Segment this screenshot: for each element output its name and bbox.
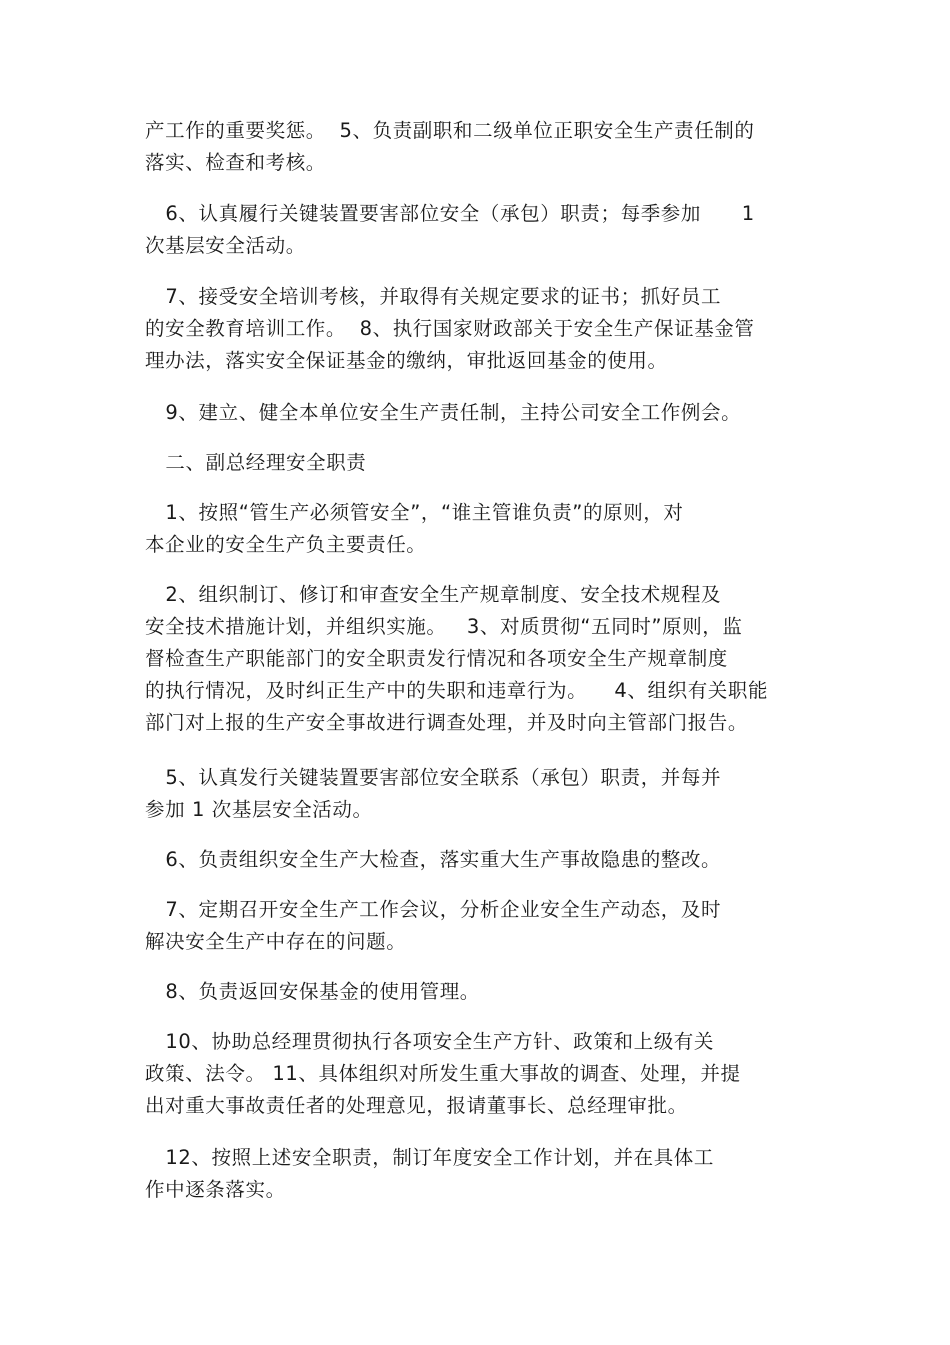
text-line: 政策、法令。 11、具体组织对所发生重大事故的调查、处理，并提 <box>145 1062 741 1085</box>
paragraph <box>145 397 805 429</box>
text-line: 督检查生产职能部门的安全职责发行情况和各项安全生产规章制度 <box>145 647 728 670</box>
paragraph <box>145 115 805 179</box>
text-line: 二、副总经理安全职责 <box>145 451 367 474</box>
paragraph <box>145 894 805 958</box>
text-line: 安全技术措施计划，并组织实施。 3、对质贯彻“五同时”原则，监 <box>145 615 743 638</box>
text-line: 8、负责返回安保基金的使用管理。 <box>145 980 480 1003</box>
text-line: 落实、检查和考核。 <box>145 151 326 174</box>
text-line: 6、认真履行关键装置要害部位安全（承包）职责；每季参加 1 <box>145 202 755 225</box>
text-line: 产工作的重要奖惩。 5、负责副职和二级单位正职安全生产责任制的 <box>145 119 755 142</box>
paragraph <box>145 281 805 377</box>
text-line: 作中逐条落实。 <box>145 1178 286 1201</box>
text-line: 出对重大事故责任者的处理意见，报请董事长、总经理审批。 <box>145 1094 688 1117</box>
text-line: 的执行情况，及时纠正生产中的失职和违章行为。 4、组织有关职能 <box>145 679 769 702</box>
text-line: 1、按照“管生产必须管安全”，“谁主管谁负责”的原则，对 <box>145 501 684 524</box>
text-line: 部门对上报的生产安全事故进行调查处理，并及时向主管部门报告。 <box>145 711 749 734</box>
text-line: 6、负责组织安全生产大检查，落实重大生产事故隐患的整改。 <box>145 848 722 871</box>
text-line: 本企业的安全生产负主要责任。 <box>145 533 427 556</box>
text-line: 5、认真发行关键装置要害部位安全联系（承包）职责，并每并 <box>145 766 722 789</box>
paragraph <box>145 497 805 561</box>
paragraph <box>145 198 805 262</box>
text-line: 次基层安全活动。 <box>145 234 306 257</box>
text-line: 解决安全生产中存在的问题。 <box>145 930 407 953</box>
text-line: 12、按照上述安全职责，制订年度安全工作计划，并在具体工 <box>145 1146 715 1169</box>
paragraph <box>145 1026 805 1122</box>
section-heading <box>145 447 805 479</box>
paragraph <box>145 844 805 876</box>
paragraph <box>145 976 805 1008</box>
text-line: 10、协助总经理贯彻执行各项安全生产方针、政策和上级有关 <box>145 1030 715 1053</box>
text-line: 参加 1 次基层安全活动。 <box>145 798 373 821</box>
paragraph <box>145 1142 805 1206</box>
paragraph <box>145 762 805 826</box>
text-line: 的安全教育培训工作。 8、执行国家财政部关于安全生产保证基金管 <box>145 317 755 340</box>
text-line: 2、组织制订、修订和审查安全生产规章制度、安全技术规程及 <box>145 583 722 606</box>
text-line: 7、接受安全培训考核，并取得有关规定要求的证书；抓好员工 <box>145 285 722 308</box>
text-line: 9、建立、健全本单位安全生产责任制，主持公司安全工作例会。 <box>145 401 742 424</box>
text-line: 理办法，落实安全保证基金的缴纳，审批返回基金的使用。 <box>145 349 668 372</box>
paragraph <box>145 579 805 739</box>
text-line: 7、定期召开安全生产工作会议，分析企业安全生产动态，及时 <box>145 898 722 921</box>
